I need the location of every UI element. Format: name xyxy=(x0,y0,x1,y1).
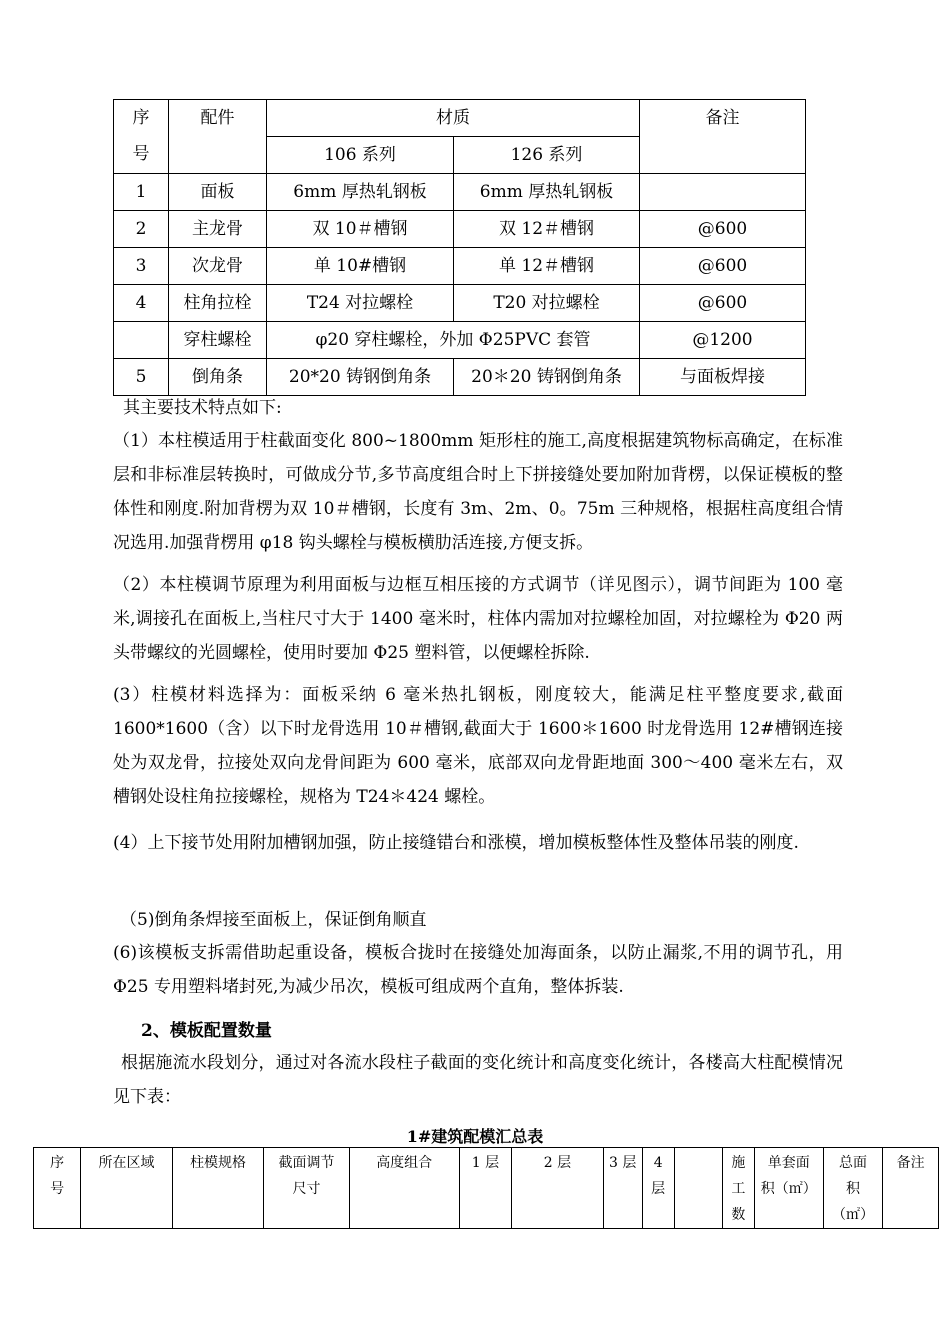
cell-106: 6mm 厚热轧钢板 xyxy=(267,174,454,211)
cell-106: 单 10#槽钢 xyxy=(267,248,454,285)
header-floor-1: 1 层 xyxy=(459,1148,511,1229)
paragraph-7: 根据施流水段划分，通过对各流水段柱子截面的变化统计和高度变化统计，各楼高大柱配模情况见下表： xyxy=(113,1053,843,1107)
header-floor-4: 4 层 xyxy=(642,1148,674,1229)
cell-remark: @600 xyxy=(640,211,806,248)
header-adjust: 截面调节 尺寸 xyxy=(264,1148,349,1229)
cell-seq: 4 xyxy=(114,285,169,322)
header-floor-3: 3 层 xyxy=(603,1148,642,1229)
table-row xyxy=(114,211,806,248)
header-106-series: 106 系列 xyxy=(267,137,454,174)
header-unit-area: 单套面 积（㎡） xyxy=(754,1148,823,1229)
intro-text: 其主要技术特点如下: xyxy=(123,398,282,418)
cell-part: 柱角拉栓 xyxy=(169,285,267,322)
cell-part: 面板 xyxy=(169,174,267,211)
cell-seq: 5 xyxy=(114,359,169,396)
paragraph-1: （1）本柱模适用于柱截面变化 800~1800mm 矩形柱的施工,高度根据建筑物标高确定，在标准层和非标准层转换时，可做成分节,多节高度组合时上下拼接缝处要加附加背楞，以保证模板的整体性和刚度.附加背楞为双 10＃槽钢，长度有 3m、2m、0。75m 三种规格，根据柱高度组合情况选用.加强背楞用 φ18 钩头螺栓与模板横肋活连接,方便支拆。 xyxy=(113,431,843,553)
table-header-row xyxy=(114,100,806,137)
header-total-area: 总面 积 （㎡） xyxy=(823,1148,883,1229)
table-row xyxy=(114,285,806,322)
cell-part: 次龙骨 xyxy=(169,248,267,285)
header-seq: 序 号 xyxy=(34,1148,81,1229)
header-floor-2: 2 层 xyxy=(512,1148,604,1229)
paragraph-5: （5)倒角条焊接至面板上，保证倒角顺直 xyxy=(120,910,427,930)
cell-seq: 2 xyxy=(114,211,169,248)
header-material: 材质 xyxy=(267,100,640,137)
header-seq: 序 号 xyxy=(114,100,169,174)
header-blank xyxy=(674,1148,722,1229)
cell-126: T20 对拉螺栓 xyxy=(454,285,640,322)
cell-remark: @1200 xyxy=(640,322,806,359)
table-row xyxy=(114,322,806,359)
section-heading: 2、模板配置数量 xyxy=(141,1021,272,1041)
components-table xyxy=(113,99,806,396)
summary-table xyxy=(33,1147,939,1229)
table-row xyxy=(114,248,806,285)
cell-106: 双 10＃槽钢 xyxy=(267,211,454,248)
cell-part: 倒角条 xyxy=(169,359,267,396)
cell-part: 穿柱螺栓 xyxy=(169,322,267,359)
cell-106: T24 对拉螺栓 xyxy=(267,285,454,322)
cell-106: 20*20 铸钢倒角条 xyxy=(267,359,454,396)
paragraph-2: （2）本柱模调节原理为利用面板与边框互相压接的方式调节（详见图示），调节间距为 100 毫米,调接孔在面板上,当柱尺寸大于 1400 毫米时，柱体内需加对拉螺栓加固，对拉螺栓为 Φ20 两头带螺纹的光圆螺栓，使用时要加 Φ25 塑料管，以便螺栓拆除. xyxy=(113,575,843,663)
cell-part: 主龙骨 xyxy=(169,211,267,248)
cell-126: 单 12＃槽钢 xyxy=(454,248,640,285)
paragraph-6: (6)该模板支拆需借助起重设备，模板合拢时在接缝处加海面条，以防止漏浆,不用的调节孔，用 Φ25 专用塑料堵封死,为减少吊次，模板可组成两个直角，整体拆装. xyxy=(113,943,843,997)
header-126-series: 126 系列 xyxy=(454,137,640,174)
summary-table-title: 1#建筑配模汇总表 xyxy=(406,1127,544,1146)
header-count: 施 工 数 xyxy=(722,1148,754,1229)
paragraph-4: (4）上下接节处用附加槽钢加强，防止接缝错台和涨模，增加模板整体性及整体吊装的刚度. xyxy=(113,833,799,853)
header-part: 配件 xyxy=(169,100,267,174)
table-row xyxy=(114,359,806,396)
cell-seq: 3 xyxy=(114,248,169,285)
cell-remark: @600 xyxy=(640,248,806,285)
header-area: 所在区域 xyxy=(81,1148,173,1229)
header-remark: 备注 xyxy=(883,1148,939,1229)
table-row xyxy=(114,174,806,211)
cell-remark xyxy=(640,174,806,211)
header-height: 高度组合 xyxy=(349,1148,459,1229)
header-remark: 备注 xyxy=(640,100,806,174)
cell-126: 双 12＃槽钢 xyxy=(454,211,640,248)
paragraph-3: (3）柱模材料选择为：面板采纳 6 毫米热扎钢板，刚度较大，能满足柱平整度要求,截面 1600*1600（含）以下时龙骨选用 10＃槽钢,截面大于 1600＊1600 时龙骨选用 12#槽钢连接处为双龙骨，拉接处双向龙骨间距为 600 毫米，底部双向龙骨距地面 300～400 毫米左右，双槽钢处设柱角拉接螺栓，规格为 T24＊424 螺栓。 xyxy=(113,685,843,807)
cell-remark: @600 xyxy=(640,285,806,322)
cell-126: 20＊20 铸钢倒角条 xyxy=(454,359,640,396)
cell-remark: 与面板焊接 xyxy=(640,359,806,396)
cell-seq xyxy=(114,322,169,359)
header-spec: 柱模规格 xyxy=(172,1148,264,1229)
cell-merged-material: φ20 穿柱螺栓，外加 Φ25PVC 套管 xyxy=(267,322,640,359)
summary-header-row xyxy=(34,1148,939,1229)
cell-seq: 1 xyxy=(114,174,169,211)
cell-126: 6mm 厚热轧钢板 xyxy=(454,174,640,211)
